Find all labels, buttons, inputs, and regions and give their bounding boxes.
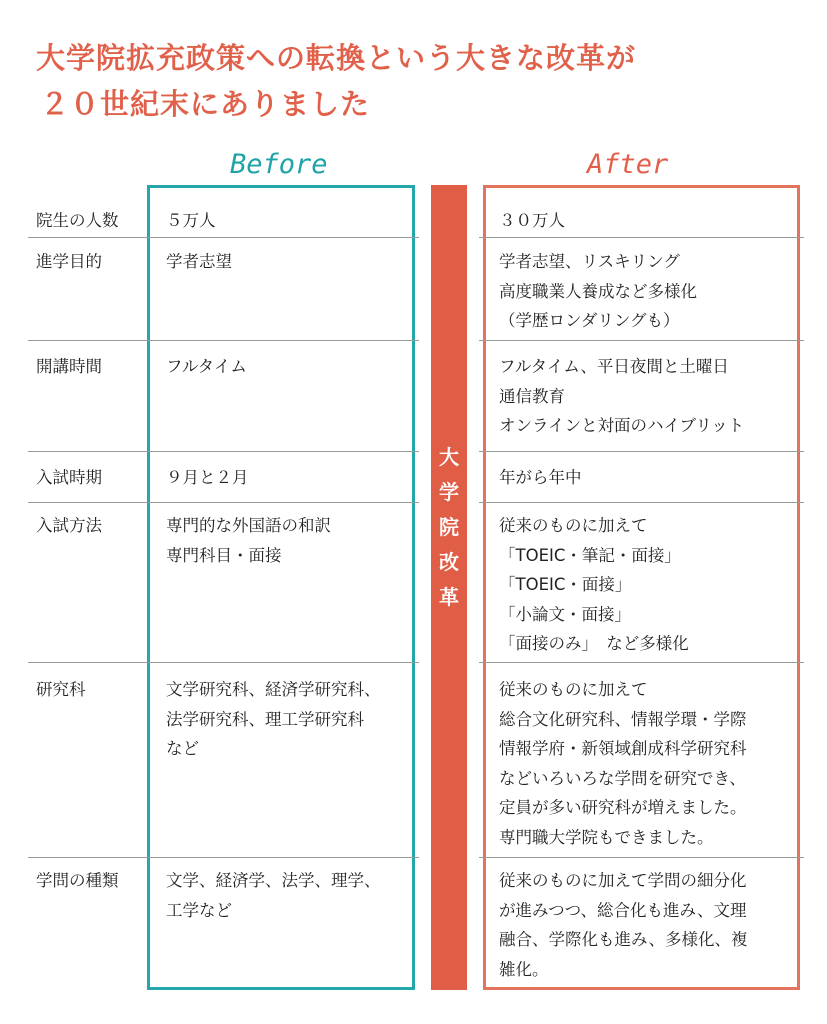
before-exam-period: ９月と２月 [166, 468, 249, 487]
after-student-count: ３０万人 [499, 211, 565, 230]
before-exam-method: 専門的な外国語の和訳 専門科目・面接 [166, 516, 331, 565]
after-exam-method: 従来のものに加えて 「TOEIC・筆記・面接」 「TOEIC・面接」 「小論文・面接」 「面接のみ」 など多様化 [499, 516, 689, 653]
row-divider [28, 340, 419, 341]
row-divider [479, 502, 804, 503]
before-purpose: 学者志望 [166, 252, 232, 271]
after-class-hours: フルタイム、平日夜間と土曜日 通信教育 オンラインと対面のハイブリット [499, 357, 745, 435]
row-divider [28, 502, 419, 503]
row-label-exam-method: 入試方法 [36, 516, 102, 535]
row-divider [28, 237, 419, 238]
before-graduate-schools: 文学研究科、経済学研究科、 法学研究科、理工学研究科 など [166, 680, 381, 758]
after-disciplines: 従来のものに加えて学問の細分化 が進みつつ、総合化も進み、文理 融合、学際化も進み、多様化、複 雑化。 [499, 871, 748, 979]
before-header: Before [230, 149, 328, 180]
row-divider [28, 451, 419, 452]
row-label-disciplines: 学問の種類 [36, 871, 119, 890]
row-divider [479, 340, 804, 341]
row-divider [479, 662, 804, 663]
row-label-class-hours: 開講時間 [36, 357, 102, 376]
row-divider [28, 662, 419, 663]
row-label-student-count: 院生の人数 [36, 211, 119, 230]
before-class-hours: フルタイム [166, 357, 247, 376]
row-divider [479, 857, 804, 858]
before-disciplines: 文学、経済学、法学、理学、 工学など [166, 871, 381, 920]
row-divider [479, 237, 804, 238]
row-divider [479, 451, 804, 452]
after-purpose: 学者志望、リスキリング 高度職業人養成など多様化 （学歴ロンダリングも） [499, 252, 697, 330]
row-label-graduate-schools: 研究科 [36, 680, 86, 699]
center-band-label: 大 学 院 改 革 [439, 445, 459, 609]
row-label-exam-period: 入試時期 [36, 468, 102, 487]
row-label-purpose: 進学目的 [36, 252, 102, 271]
after-graduate-schools: 従来のものに加えて 総合文化研究科、情報学環・学際 情報学府・新領域創成科学研究科 などいろいろな学問を研究でき、 定員が多い研究科が増えました。 専門職大学院もできました。 [499, 680, 747, 847]
page-title: 大学院拡充政策への転換という大きな改革が [36, 41, 637, 75]
after-header: After [587, 149, 669, 180]
row-divider [28, 857, 419, 858]
page-subtitle: ２０世紀末にありました [40, 87, 371, 121]
after-exam-period: 年がら年中 [499, 468, 582, 487]
before-student-count: ５万人 [166, 211, 216, 230]
